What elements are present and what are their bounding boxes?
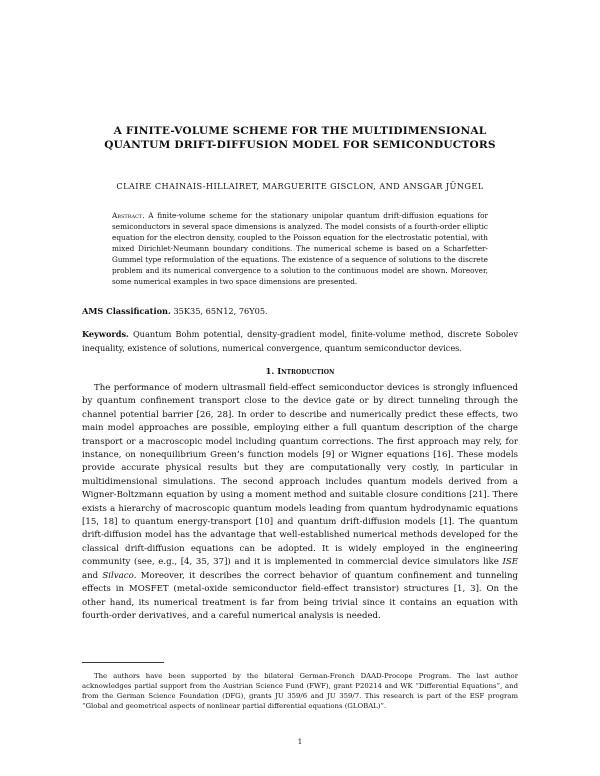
author-list: CLAIRE CHAINAIS-HILLAIRET, MARGUERITE GISCLON, AND ANSGAR JÜNGEL <box>116 181 484 191</box>
intro-text-part-2: . Moreover, it describes the correct behavior of quantum confinement and tunneling effects in MOSFET (metal-oxide semiconductor field-effect transistor) structures [1, 3]. On the other hand, its numerical treatment is far from being trivial since it contains an equation with fourth-order derivatives, and a careful numerical analysis is needed. <box>82 570 518 621</box>
title-line-1: A FINITE-VOLUME SCHEME FOR THE MULTIDIMENSIONAL <box>113 125 487 137</box>
section-title: Introduction <box>277 366 335 376</box>
paper-title <box>60 124 540 152</box>
intro-text-part-1: The performance of modern ultrasmall field-effect semiconductor devices is strongly influenced by quantum confinement transport close to the device gate or by direct tunneling through the channel potential barrier [26, 28]. In order to describe and numerically predict these effects, two main model approaches are possible, employing either a full quantum description of the charge transport or a macroscopic model including quantum corrections. The first approach may rely, for instance, on nonequilibrium Green’s function models [9] or Wigner equations [16]. These models provide accurate physical results but they are computationally very costly, in particular in multidimensional simulations. The second approach includes quantum models derived from a Wigner-Boltzmann equation by using a moment method and suitable closure conditions [21]. There exists a hierarchy of macroscopic quantum models leading from quantum hydrodynamic equations [15, 18] to quantum energy-transport [10] and quantum drift-diffusion models [1]. The quantum drift-diffusion model has the advantage that well-established numerical methods developed for the classical drift-diffusion equations can be adopted. It is widely employed in the engineering community (see, e.g., [4, 35, 37]) and it is implemented in commercial device simulators like <box>82 383 518 568</box>
section-number: 1. <box>265 366 275 376</box>
intro-software-ise: ISE <box>502 557 518 568</box>
keywords <box>82 328 518 355</box>
keywords-label: Keywords. <box>82 329 129 339</box>
abstract-label: Abstract. <box>112 211 145 220</box>
ams-label: AMS Classification. <box>82 306 171 316</box>
ams-classification <box>82 305 518 317</box>
intro-text-and: and <box>82 570 103 581</box>
page-number: 1 <box>297 737 303 746</box>
title-line-2: QUANTUM DRIFT-DIFFUSION MODEL FOR SEMICONDUCTORS <box>104 139 496 151</box>
footnote: The authors have been supported by the bilateral German-French DAAD-Procope Program. The last author acknowledges partial support from the Austrian Science Fund (FWF), grant P20214 and WK “Differential Equations”, and from the German Science Foundation (DFG), grants JU 359/6 and JU 359/7. This research is part of the ESF program “Global and geometrical aspects of nonlinear partial differential equations (GLOBAL)”. <box>82 672 518 710</box>
ams-codes: 35K35, 65N12, 76Y05. <box>173 306 268 316</box>
abstract-text: A finite-volume scheme for the stationary unipolar quantum drift-diffusion equations for semiconductors in several space dimensions is analyzed. The model consists of a fourth-order elliptic equation for the electron density, coupled to the Poisson equation for the electrostatic potential, with mixed Dirichlet-Neumann boundary conditions. The numerical scheme is based on a Scharfetter-Gummel type reformulation of the equations. The existence of a sequence of solutions to the discrete problem and its numerical convergence to a solution to the continuous model are shown. Moreover, some numerical examples in two space dimensions are presented. <box>112 211 488 286</box>
footnote-rule <box>82 662 164 663</box>
section-heading-introduction <box>82 366 518 376</box>
abstract <box>112 210 488 287</box>
intro-software-silvaco: Silvaco <box>102 570 134 581</box>
keywords-text: Quantum Bohm potential, density-gradient model, finite-volume method, discrete Sobolev inequality, existence of solutions, numerical convergence, quantum semiconductor devices. <box>82 329 518 353</box>
introduction-paragraph <box>82 382 518 623</box>
